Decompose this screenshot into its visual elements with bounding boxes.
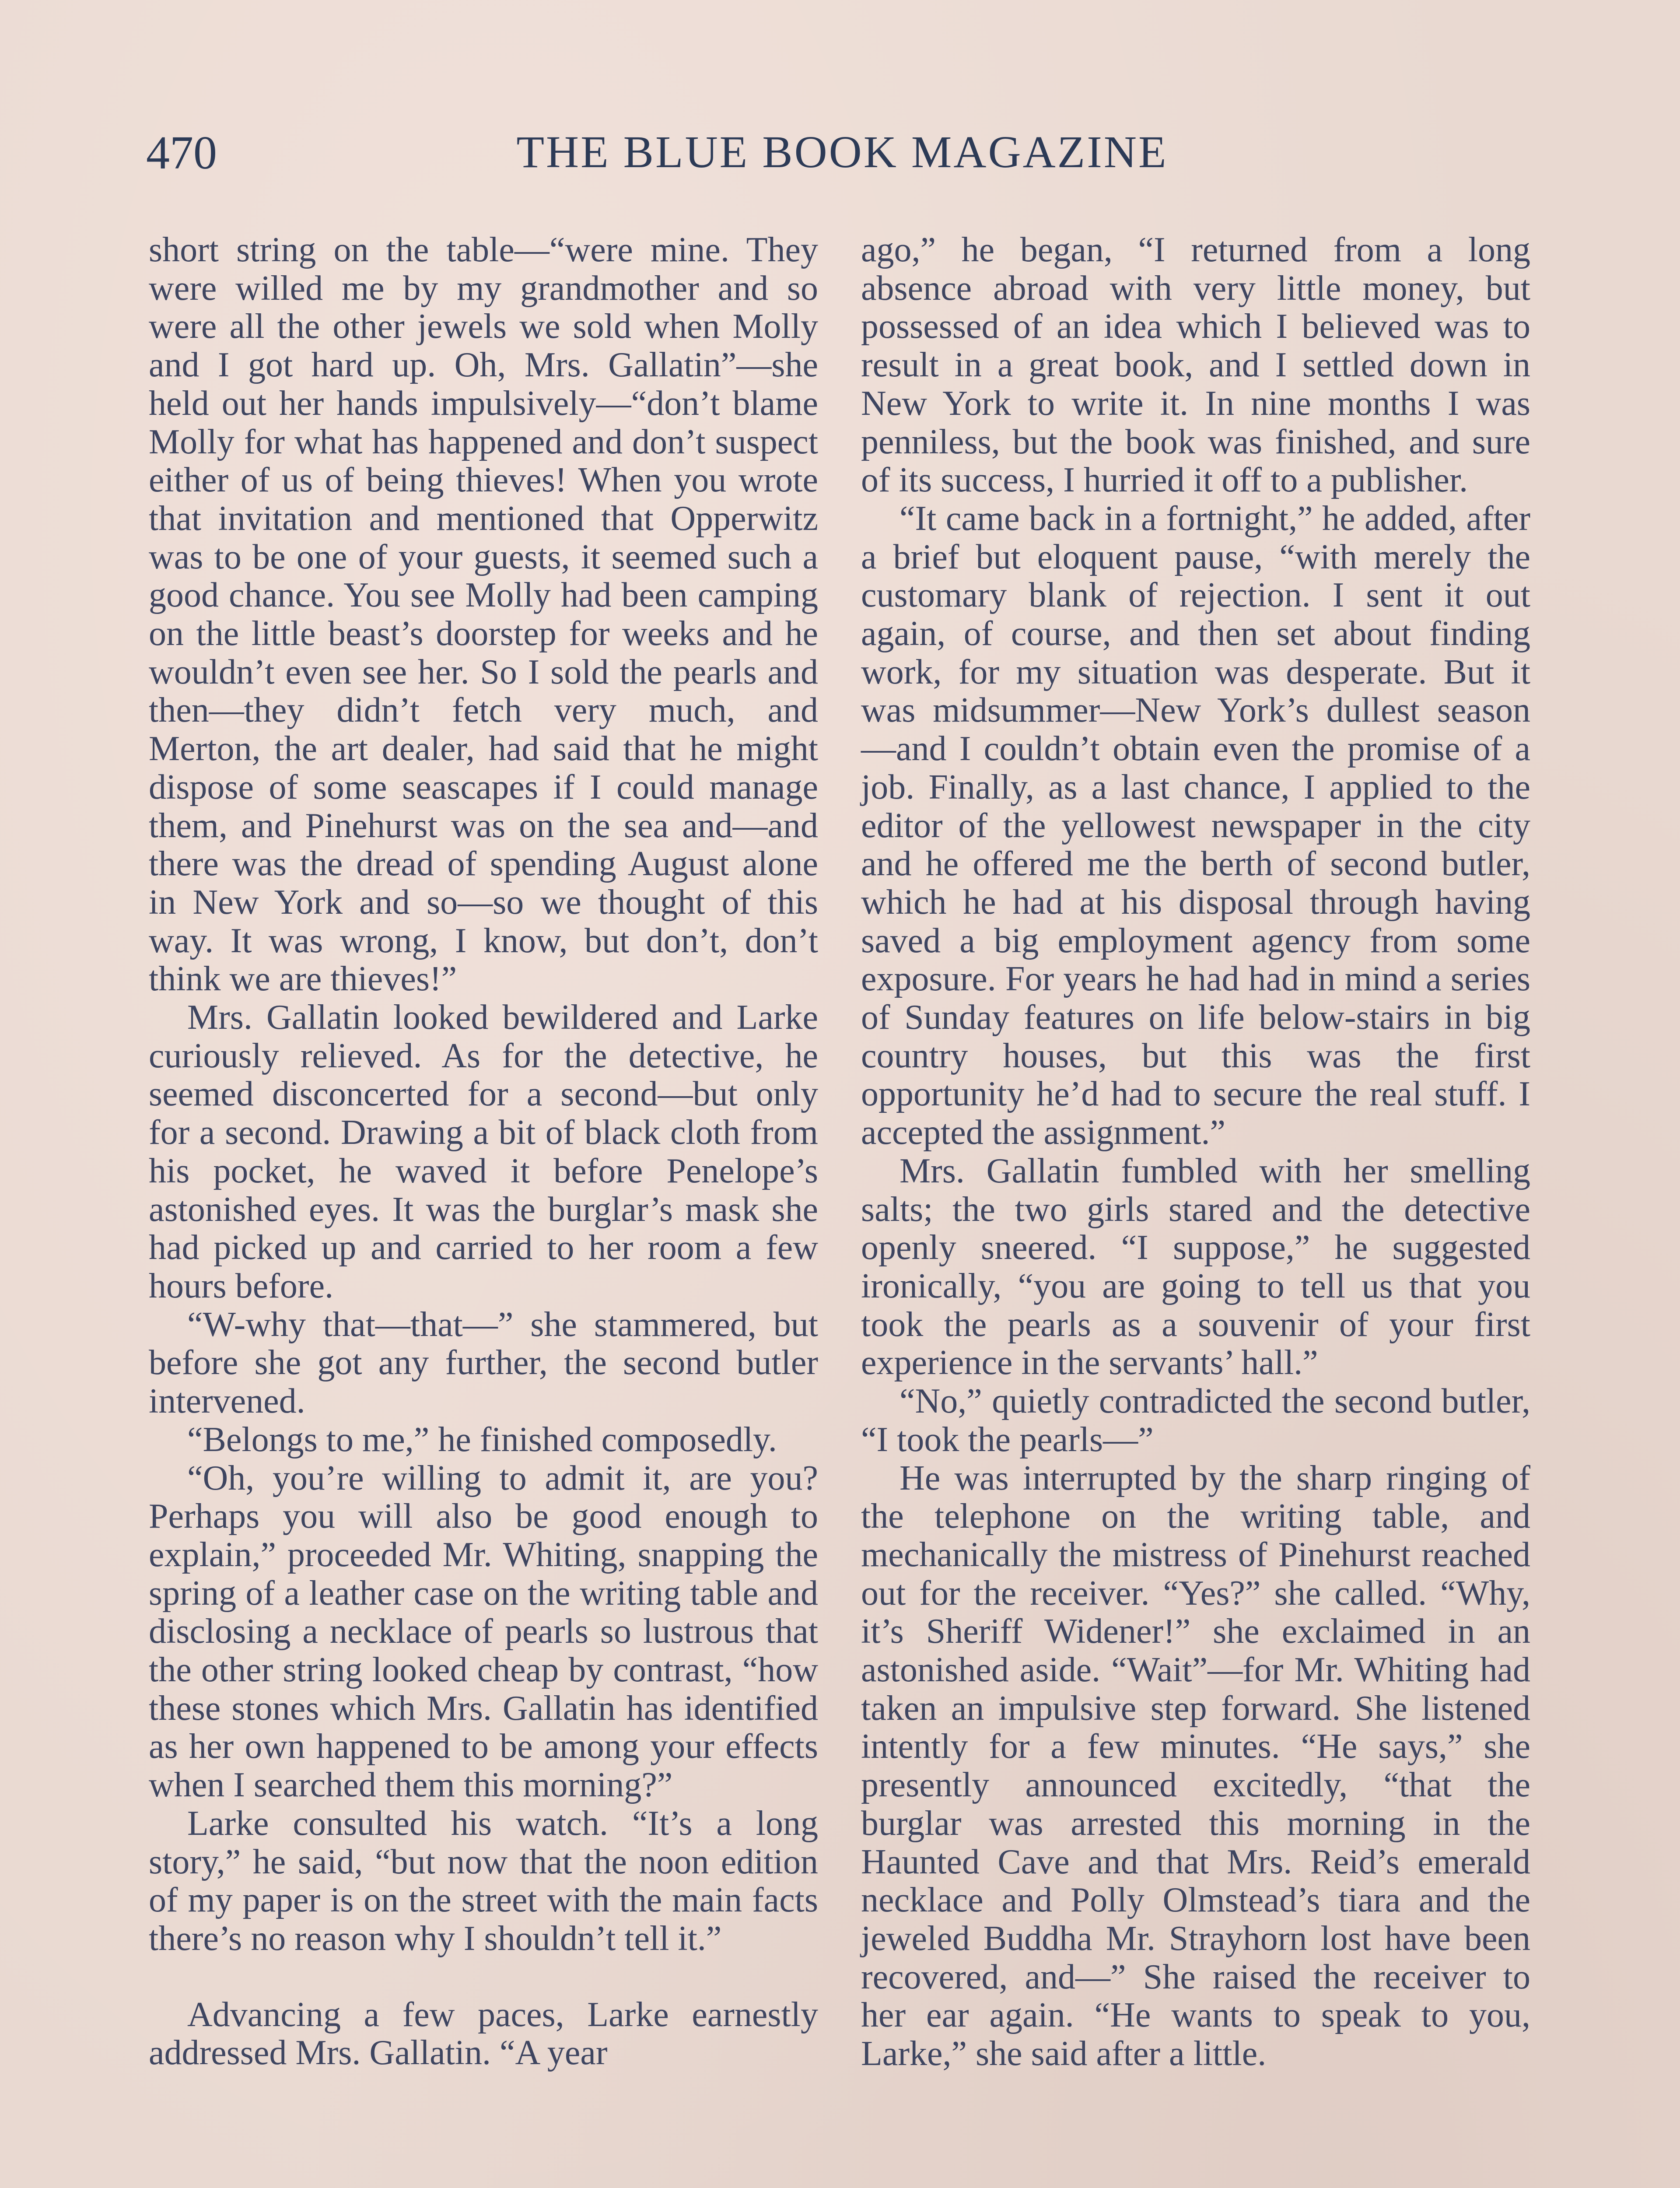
left-column [149,231,818,2072]
paragraph: “Belongs to me,” he finished composedly. [187,1420,777,1459]
right-column [861,231,1530,2073]
paragraph: He was interrupted by the sharp ringing of the telephone on the writing table, and mechanically the mistress of Pinehurst reached out for the receiver. “Yes?” she called. “Why, it’s Sheriff Widener!” she exclaimed in an astonished aside. “Wait”—for Mr. Whiting had taken an impulsive step forward. She listened intently for a few minutes. “He says,” she presently announced excitedly, “that the burglar was arrested this morning in the Haunted Cave and that Mrs. Reid’s emerald necklace and Polly Olmstead’s tiara and the jeweled Buddha Mr. Strayhorn lost have been recovered, and—” She raised the receiver to her ear again. “He wants to speak to you, Larke,” she said after a little. [861,1459,1530,2073]
paragraph: Advancing a few paces, Larke earnestly addressed Mrs. Gallatin. “A year [149,1995,818,2072]
running-head: THE BLUE BOOK MAGAZINE [516,127,1168,177]
paragraph: Larke consulted his watch. “It’s a long story,” he said, “but now that the noon edition of my paper is on the street with the main facts there’s no reason why I shouldn’t tell it.” [149,1804,818,1958]
paragraph: ago,” he began, “I returned from a long absence abroad with very little money, but possessed of an idea which I believed was to result in a great book, and I settled down in New York to write it. In nine months I was penniless, but the book was finished, and sure of its success, I hurried it off to a publisher. [861,231,1530,500]
paragraph: “It came back in a fortnight,” he added, after a brief but eloquent pause, “with merely the customary blank of rejection. I sent it out again, of course, and then set about finding work, for my situation was desperate. But it was midsummer—New York’s dullest season—and I couldn’t obtain even the promise of a job. Finally, as a last chance, I applied to the editor of the yellowest newspaper in the city and he offered me the berth of second butler, which he had at his disposal through having saved a big employment agency from some exposure. For years he had had in mind a series of Sunday features on life below-stairs in big country houses, but this was the first opportunity he’d had to secure the real stuff. I accepted the assignment.” [861,499,1530,1152]
paragraph: Mrs. Gallatin looked bewildered and Larke curiously relieved. As for the detective, he seemed disconcerted for a second—but only for a second. Drawing a bit of black cloth from his pocket, he waved it before Penelope’s astonished eyes. It was the burglar’s mask she had picked up and carried to her room a few hours before. [149,998,818,1305]
page-number: 470 [146,127,217,179]
paragraph: Mrs. Gallatin fumbled with her smelling salts; the two girls stared and the detective openly sneered. “I suppose,” he suggested ironically, “you are going to tell us that you took the pearls as a souvenir of your first experience in the servants’ hall.” [861,1151,1530,1382]
paragraph: “W-why that—that—” she stammered, but before she got any further, the second butler intervened. [149,1305,818,1421]
paragraph: “No,” quietly contradicted the second butler, “I took the pearls—” [861,1382,1530,1459]
paragraph: short string on the table—“were mine. They were willed me by my grandmother and so were all the other jewels we sold when Molly and I got hard up. Oh, Mrs. Gallatin”—she held out her hands impulsively—“don’t blame Molly for what has happened and don’t suspect either of us of being thieves! When you wrote that invitation and mentioned that Opperwitz was to be one of your guests, it seemed such a good chance. You see Molly had been camping on the little beast’s doorstep for weeks and he wouldn’t even see her. So I sold the pearls and then—they didn’t fetch very much, and Merton, the art dealer, had said that he might dispose of some seascapes if I could manage them, and Pinehurst was on the sea and—and there was the dread of spending August alone in New York and so—so we thought of this way. It was wrong, I know, but don’t, don’t think we are thieves!” [149,231,818,999]
paragraph: “Oh, you’re willing to admit it, are you? Perhaps you will also be good enough to explain,” proceeded Mr. Whiting, snapping the spring of a leather case on the writing table and disclosing a necklace of pearls so lustrous that the other string looked cheap by contrast, “how these stones which Mrs. Gallatin has identified as her own happened to be among your effects when I searched them this morning?” [149,1459,818,1805]
